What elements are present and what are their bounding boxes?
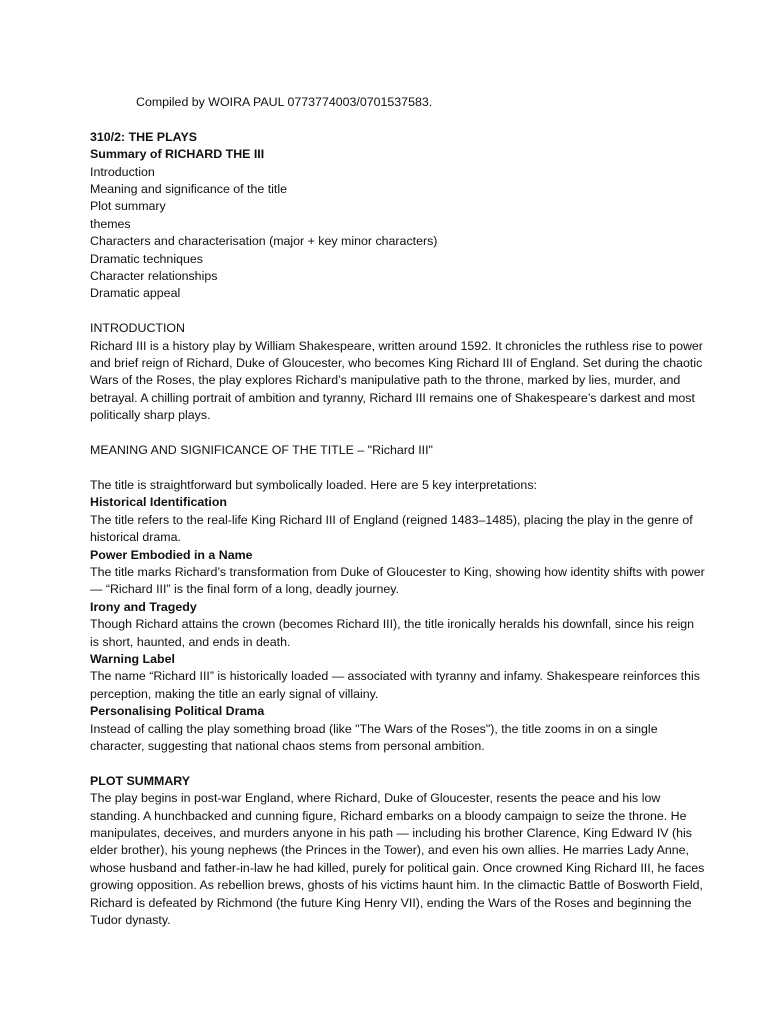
introduction-section [90,320,706,424]
toc-item: Introduction [90,164,155,179]
plot-summary-section [90,773,706,930]
point-body: The name “Richard III” is historically loaded — associated with tyranny and infamy. Shakespeare reinforces this perception, making the title an early signal of villainy. [90,669,700,701]
toc-item: themes [90,216,131,231]
compiled-by-line: Compiled by WOIRA PAUL 0773774003/0701537583. [136,95,433,109]
point-title: Power Embodied in a Name [90,547,253,562]
toc-item: Characters and characterisation (major + key minor characters) [90,234,438,249]
title-meaning-section [90,442,706,755]
point-body: The title refers to the real-life King Richard III of England (reigned 1483–1485), placing the play in the genre of historical drama. [90,512,693,545]
title-meaning-intro: The title is straightforward but symbolically loaded. Here are 5 key interpretations: [90,477,537,492]
table-of-contents [90,164,706,303]
toc-item: Dramatic appeal [90,286,181,301]
spacer [90,425,706,442]
point-title: Irony and Tragedy [90,599,197,614]
spacer [90,459,706,476]
point-title: Historical Identification [90,495,228,510]
point-body: Instead of calling the play something broad (like "The Wars of the Roses"), the title zooms in on a single character, suggesting that national chaos stems from personal ambition. [90,721,658,753]
summary-heading: Summary of RICHARD THE III [90,147,265,162]
point-title: Personalising Political Drama [90,704,265,719]
plot-summary-body: The play begins in post-war England, where Richard, Duke of Gloucester, resents the peace and his low standing. A hunchbacked and cunning figure, Richard embarks on a bloody campaign to seize the throne. He manipulates, deceives, and murders anyone in his path — including his brother Clarence, King Edward IV (his elder brother), his young nephews (the Princes in the Tower), and even his own allies. He marries Lady Anne, whose husband and father-in-law he had killed, purely for political gain. Once crowned King Richard III, he faces growing opposition. As rebellion brews, ghosts of his victims haunt him. In the climactic Battle of Bosworth Field, Richard is defeated by Richmond (the future King Henry VII), ending the Wars of the Roses and beginning the Tudor dynasty. [90,791,705,928]
toc-item: Plot summary [90,199,166,214]
toc-item: Meaning and significance of the title [90,182,287,197]
point-body: The title marks Richard’s transformation from Duke of Gloucester to King, showing how identity shifts with power — “Richard III” is the final form of a long, deadly journey. [90,564,705,597]
course-heading: 310/2: THE PLAYS [90,129,197,144]
introduction-heading: INTRODUCTION [90,321,185,336]
toc-item: Character relationships [90,269,218,284]
toc-item: Dramatic techniques [90,251,203,266]
spacer [90,303,706,320]
point-body: Though Richard attains the crown (becomes Richard III), the title ironically heralds his downfall, since his reign is short, haunted, and ends in death. [90,617,694,649]
spacer [90,111,706,128]
title-meaning-heading: MEANING AND SIGNIFICANCE OF THE TITLE – "Richard III" [90,443,433,458]
point-title: Warning Label [90,651,175,666]
introduction-body: Richard III is a history play by William Shakespeare, written around 1592. It chronicles the ruthless rise to power and brief reign of Richard, Duke of Gloucester, who becomes King Richard III of England. Set during the chaotic Wars of the Roses, the play explores Richard’s manipulative path to the throne, marked by lies, murder, and betrayal. A chilling portrait of ambition and tyranny, Richard III remains one of Shakespeare’s darkest and most politically sharp plays. [90,338,703,423]
spacer [90,755,706,772]
plot-summary-heading: PLOT SUMMARY [90,773,191,788]
